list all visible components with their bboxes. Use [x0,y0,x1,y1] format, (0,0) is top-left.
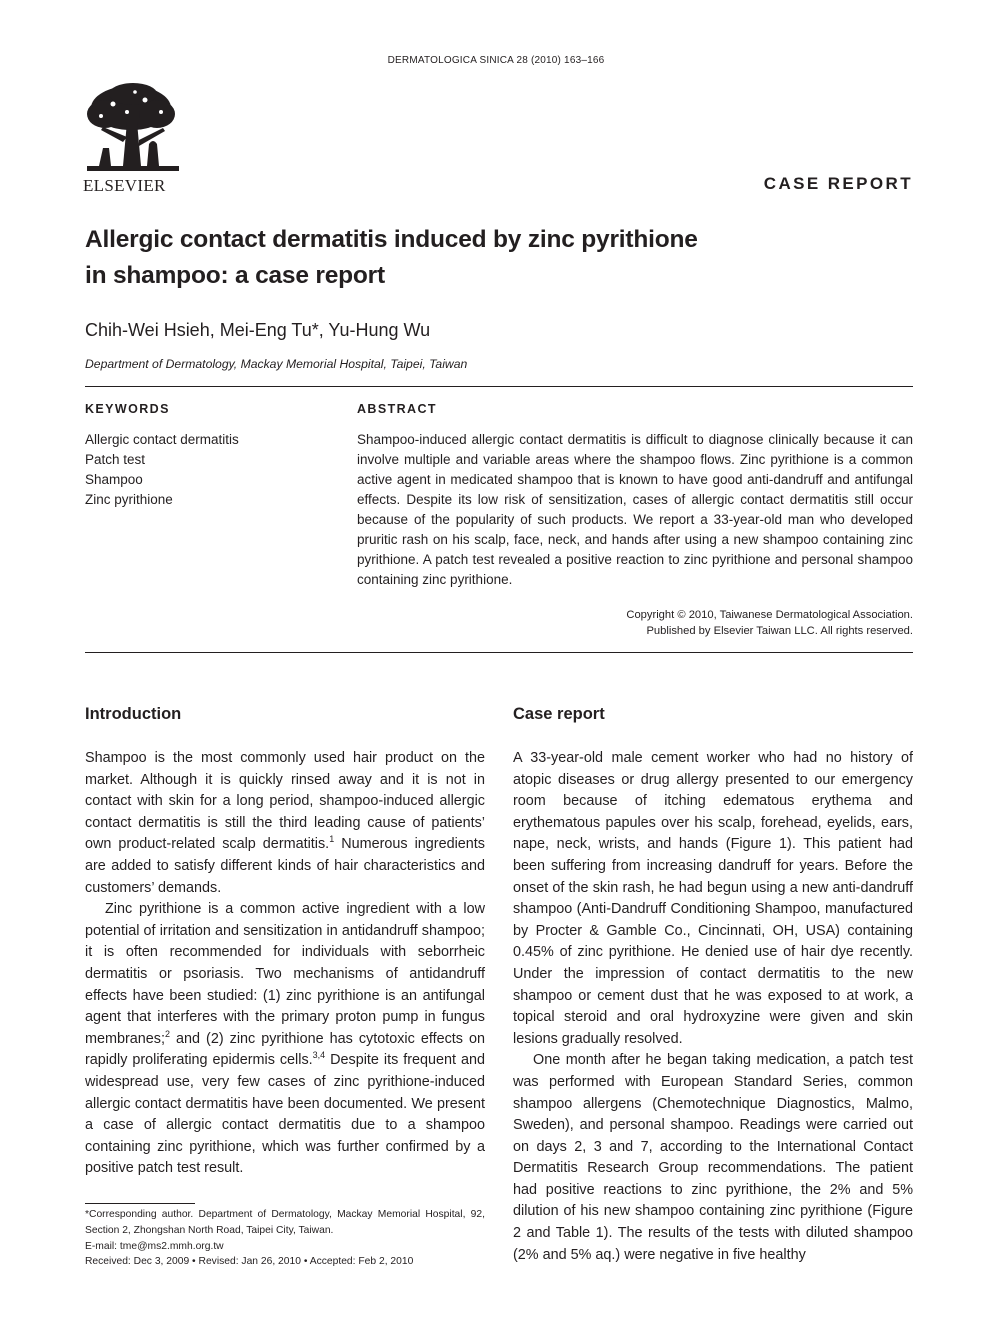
tree-logo-icon [83,82,183,174]
introduction-paragraph-1 [85,748,485,899]
keyword-item: Shampoo [85,472,143,487]
elsevier-logo [83,82,183,194]
journal-citation: DERMATOLOGICA SINICA 28 (2010) 163–166 [387,55,605,66]
text-run: Despite its frequent and widespread use, very few cases of zinc pyrithione-induced allergic contact dermatitis have been documented. We present a case of allergic contact dermatitis due to a shampoo containing zinc pyrithione, which was further confirmed by a positive patch test result. [85,1052,485,1177]
title-line-2: in shampoo: a case report [85,262,385,289]
footnote-divider [85,1203,195,1204]
case-report-paragraph-1: A 33-year-old male cement worker who had no history of atopic diseases or drug allergy presented to our emergency room because of itching edematous erythema and erythematous papules over his scalp, forehead, eyelids, ears, nape, neck, wrists, and hands (Figure 1). This patient had been suffering from increasing dandruff for years. Before the onset of the skin rash, he had begun using a new anti-dandruff shampoo (Anti-Dandruff Conditioning Shampoo, manufactured by Procter & Gamble Co., Cincinnati, OH, USA) containing 0.45% of zinc pyrithione. He denied use of hair dye recently. Under the impression of contact dermatitis to the new shampoo or cement dust that he was exposed to at work, a topical steroid and oral hydroxyzine were given and skin lesions gradually resolved. [513,750,913,1047]
divider-bottom [85,652,913,653]
case-report-heading: Case report [513,705,605,723]
publisher-logo-text: ELSEVIER [83,176,166,195]
introduction-paragraph-2 [85,899,485,1180]
introduction-heading: Introduction [85,705,182,723]
author-affiliation: Department of Dermatology, Mackay Memorial Hospital, Taipei, Taiwan [85,357,468,371]
reference-marker[interactable]: 1 [329,834,335,845]
author-email[interactable]: E-mail: tme@ms2.mmh.org.tw [85,1240,224,1252]
abstract-text: Shampoo-induced allergic contact dermatitis is difficult to diagnose clinically because it can involve multiple and variable areas where the shampoo flows. Zinc pyrithione is a common active agent in medicated shampoo that is known to have good anti-dandruff and antifungal effects. Despite its low risk of sensitization, cases of allergic contact dermatitis still occur because of the popularity of such products. We report a 33-year-old man who developed pruritic rash on his scalp, face, neck, and hands after using a new shampoo containing zinc pyrithione. A patch test revealed a positive reaction to zinc pyrithione and personal shampoo containing zinc pyrithione. [357,432,913,587]
divider-top [85,386,913,387]
article-type-label: CASE REPORT [763,174,913,193]
article-dates: Received: Dec 3, 2009 • Revised: Jan 26, 2010 • Accepted: Feb 2, 2010 [85,1256,414,1268]
text-run: Numerous ingredients are added to satisfy different kinds of hair characteristics and customers’ demands. [85,836,485,896]
case-report-paragraph-2: One month after he began taking medication, a patch test was performed with European Standard Series, common shampoo allergens (Chemotechnique Diagnostics, Malmo, Sweden), and personal shampoo. Readings were carried out on days 2, 3 and 7, according to the International Contact Dermatitis Research Group recommendations. The patient had positive reactions to zinc pyrithione, the 2% and 5% dilution of his new shampoo containing zinc pyrithione (Figure 2 and Table 1). The results of the tests with diluted shampoo (2% and 5% aq.) were negative in five healthy [513,1052,913,1263]
case-report-body [513,748,913,1270]
article-title [85,222,785,294]
copyright-line-2: Published by Elsevier Taiwan LLC. All rights reserved. [646,624,913,637]
copyright-line-1: Copyright © 2010, Taiwanese Dermatological Association. [626,609,913,621]
title-line-1: Allergic contact dermatitis induced by zinc pyrithione [85,226,698,253]
reference-marker[interactable]: 2 [164,1028,170,1039]
reference-marker[interactable]: 3,4 [312,1050,326,1061]
footnote [85,1207,485,1270]
text-run: Zinc pyrithione is a common active ingredient with a low potential of irritation and sensitization in antidandruff shampoo; it is often recommended for individuals with seborrheic dermatitis or psoriasis. Two mechanisms of antidandruff effects have been studied: (1) zinc pyrithione is an antifungal agent that interferes with the primary proton pump in fungus membranes; [85,901,485,1047]
keyword-item: Allergic contact dermatitis [85,432,239,447]
introduction-body [85,748,485,1180]
keyword-item: Zinc pyrithione [85,492,173,507]
keywords-list [85,430,239,510]
author-list: Chih-Wei Hsieh, Mei-Eng Tu*, Yu-Hung Wu [85,320,431,340]
text-run: Shampoo is the most commonly used hair product on the market. Although it is quickly rinsed away and it is not in contact with skin for a long period, shampoo-induced allergic contact dermatitis is still the third leading cause of patients’ own product-related scalp dermatitis. [85,750,485,853]
corresponding-author-note: *Corresponding author. Department of Dermatology, Mackay Memorial Hospital, 92, Section 2, Zhongshan North Road, Taipei City, Taiwan. [85,1209,485,1236]
text-run: and (2) zinc pyrithione has cytotoxic effects on rapidly proliferating epidermis cells. [85,1030,485,1069]
abstract-label: ABSTRACT [357,402,437,416]
keywords-label: KEYWORDS [85,402,170,416]
keyword-item: Patch test [85,452,146,467]
copyright-notice [626,608,913,639]
